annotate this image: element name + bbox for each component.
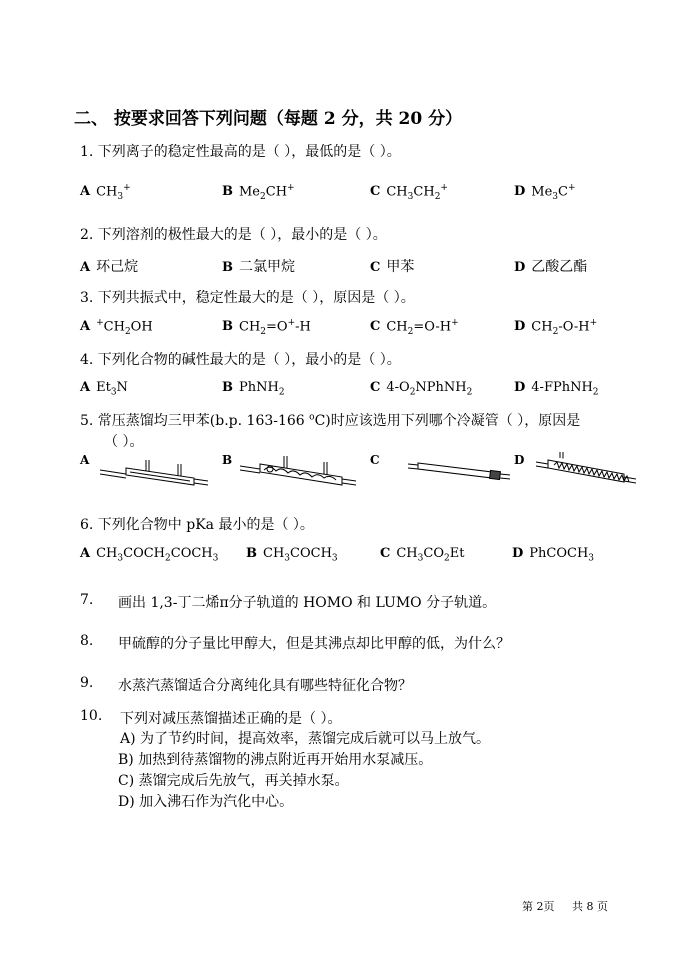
q4-option-b: B PhNH$_2$ xyxy=(222,380,285,398)
q10-option-b: B) 加热到待蒸馏物的沸点附近再开始用水泵减压。 xyxy=(118,752,433,768)
q4-option-a: A $Et_3N$ xyxy=(80,380,128,398)
q6-option-d: D PhCOCH$_3$ xyxy=(512,546,595,564)
question-5-continued: （ ）。 xyxy=(104,434,144,450)
coil-condenser-icon xyxy=(534,450,638,490)
question-9: 水蒸汽蒸馏适合分离纯化具有哪些特征化合物？ xyxy=(118,678,412,694)
question-8-number: 8. xyxy=(80,633,94,649)
q3-option-c: C $CH_2=O-H^+$ xyxy=(370,318,459,337)
q3-option-b: B $CH_2=O^+-H$ xyxy=(222,318,311,337)
question-8: 甲硫醇的分子量比甲醇大，但是其沸点却比甲醇的低，为什么？ xyxy=(118,636,510,652)
page-number: 第 2页 xyxy=(522,900,555,913)
question-5: 5. 常压蒸馏均三甲苯(b.p. 163-166 $^o$C)时应该选用下列哪个冷凝管（ ），原因是 xyxy=(80,412,581,429)
question-7: 画出 1,3-丁二烯π分子轨道的 HOMO 和 LUMO 分子轨道。 xyxy=(118,595,497,611)
q10-option-c: C) 蒸馏完成后先放气，再关掉水泵。 xyxy=(118,773,349,789)
page-total: 共 8 页 xyxy=(572,900,608,913)
q2-option-d: D 乙酸乙酯 xyxy=(514,259,588,275)
q4-option-d: D 4-FPhNH$_2$ xyxy=(514,380,599,398)
question-1: 1. 下列离子的稳定性最高的是（ ），最低的是（ ）。 xyxy=(80,144,401,160)
q2-option-b: B 二氯甲烷 xyxy=(222,259,295,275)
q6-option-c: C $CH_3CO_2Et$ xyxy=(380,546,465,564)
question-9-number: 9. xyxy=(80,675,94,691)
q2-option-c: C 甲苯 xyxy=(370,259,415,275)
q3-option-d: D $CH_2-O-H^+$ xyxy=(514,318,598,337)
q10-option-d: D) 加入沸石作为汽化中心。 xyxy=(118,794,294,810)
q4-option-c: C $4-O_2NPhNH_2$ xyxy=(370,380,473,398)
section-title: 二、 按要求回答下列问题（每题 2 分，共 20 分） xyxy=(74,109,463,129)
q6-option-b: B $CH_3COCH_3$ xyxy=(246,546,338,564)
q5-label-b: B xyxy=(222,453,233,467)
q5-label-a: A xyxy=(80,453,90,467)
q3-option-a: A $^+CH_2OH$ xyxy=(80,318,153,337)
question-2: 2. 下列溶剂的极性最大的是（ ），最小的是（ ）。 xyxy=(80,227,387,243)
question-3: 3. 下列共振式中，稳定性最大的是（ ），原因是（ ）。 xyxy=(80,290,415,306)
question-7-number: 7. xyxy=(80,592,94,608)
q1-option-d: D $Me_3C^+$ xyxy=(514,183,576,202)
straight-condenser-icon xyxy=(98,452,210,492)
q1-option-a: A $CH_3^+$ xyxy=(80,183,131,202)
question-6: 6. 下列化合物中 pKa 最小的是（ ）。 xyxy=(80,517,314,533)
q5-label-c: C xyxy=(370,453,380,467)
question-10-number: 10. xyxy=(80,708,103,724)
q1-option-c: C $CH_3CH_2^+$ xyxy=(370,183,448,202)
question-10: 下列对减压蒸馏描述正确的是（ ）。 xyxy=(120,711,342,727)
q2-option-a: A 环己烷 xyxy=(80,259,139,275)
q6-option-a: A $CH_3COCH_2COCH_3$ xyxy=(80,546,219,564)
allihn-condenser-icon xyxy=(238,450,358,492)
q10-option-a: A) 为了节约时间，提高效率，蒸馏完成后就可以马上放气。 xyxy=(120,731,491,747)
question-4: 4. 下列化合物的碱性最大的是（ ），最小的是（ ）。 xyxy=(80,352,401,368)
air-condenser-icon xyxy=(406,456,512,486)
q1-option-b: B $Me_2CH^+$ xyxy=(222,183,295,202)
q5-label-d: D xyxy=(514,453,525,467)
